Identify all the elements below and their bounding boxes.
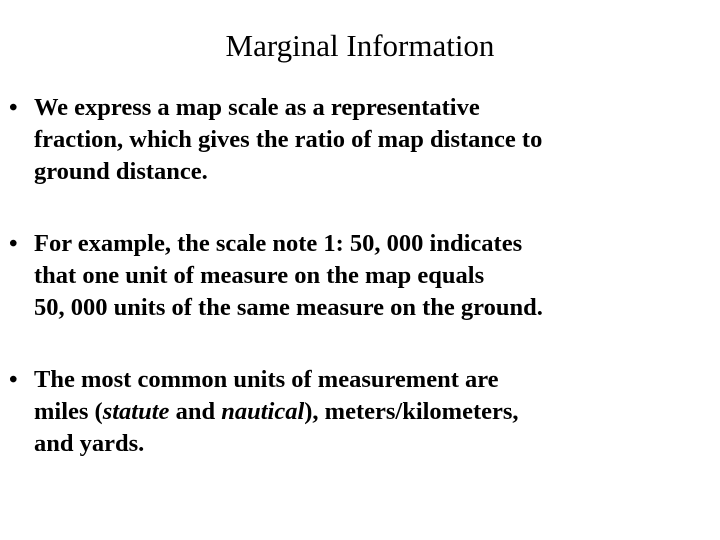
bullet-item — [0, 92, 720, 188]
bullet-line — [34, 124, 702, 156]
bullet-text — [34, 228, 702, 324]
bullet-line — [34, 428, 702, 460]
bullet-dot-icon: • — [9, 94, 18, 121]
text-segment: and — [169, 398, 222, 425]
bullet-line — [34, 364, 702, 396]
text-segment: and yards. — [34, 430, 145, 457]
bullet-line — [34, 260, 702, 292]
bullet-item — [0, 228, 720, 324]
text-segment: ), meters/kilometers, — [304, 398, 519, 425]
bullet-text — [34, 92, 702, 188]
bullet-line — [34, 228, 702, 260]
italic-term: statute — [102, 398, 170, 425]
text-segment: miles ( — [34, 398, 103, 425]
text-segment: 50, 000 units of the same measure on the ground. — [34, 294, 543, 321]
text-segment: The most common units of measurement are — [34, 366, 499, 393]
bullet-line — [34, 292, 702, 324]
bullet-line — [34, 92, 702, 124]
text-segment: ground distance. — [34, 158, 208, 185]
text-segment: fraction, which gives the ratio of map distance to — [34, 126, 543, 153]
bullet-dot-icon: • — [9, 230, 18, 257]
text-segment: that one unit of measure on the map equals — [34, 262, 485, 289]
bullet-text — [34, 364, 702, 460]
bullet-line — [34, 156, 702, 188]
slide-title: Marginal Information — [225, 28, 495, 63]
bullet-item — [0, 364, 720, 460]
text-segment: We express a map scale as a representative — [34, 94, 480, 121]
italic-term: nautical — [221, 398, 305, 425]
bullet-line — [34, 396, 702, 428]
text-segment: For example, the scale note 1: 50, 000 indicates — [34, 230, 523, 257]
bullet-dot-icon: • — [9, 366, 18, 393]
